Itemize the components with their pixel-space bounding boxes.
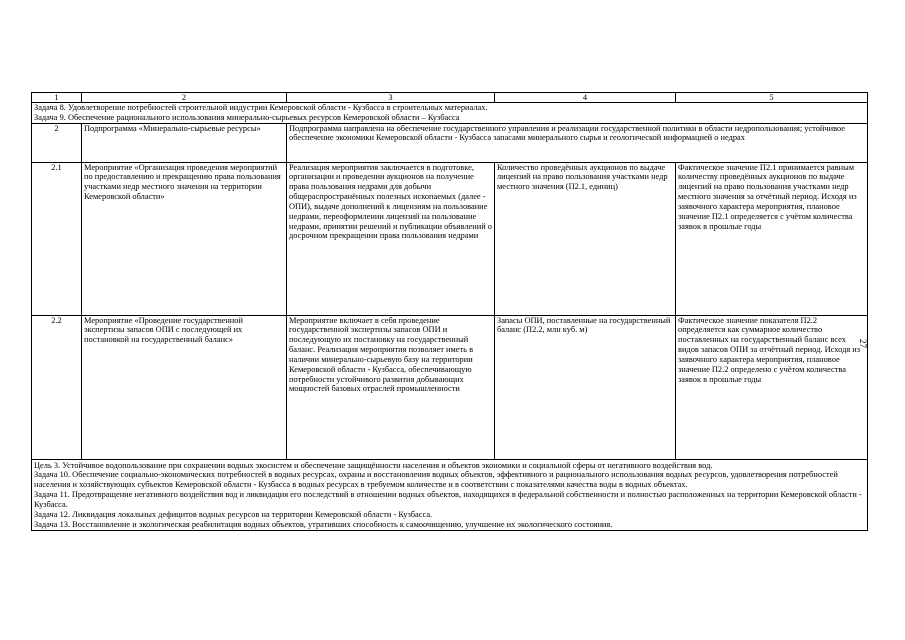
activity-indicator: Количество проведённых аукционов по выдаче лицензий на право пользования участками недр местного значения (П2.1, единиц) bbox=[495, 162, 676, 315]
goal-3: Цель 3. Устойчивое водопользование при сохранении водных экосистем и обеспечение защищённости населения и объектов экономики и социальной сферы от негативного воздействия вод. bbox=[34, 460, 713, 470]
task-10: Задача 10. Обеспечение социально-экономических потребностей в водных ресурсах, охраны и восстановления водных объектов, эффективного и рационального использования водных ресурсов, удовлетворения потребностей населения и хозяйствующих субъектов Кемеровской области - Кузбасса в водных ресурсах в требуемом количестве и в соответствии с показателями качества воды в водных объектах. bbox=[34, 470, 838, 490]
header-cell: 1 bbox=[32, 93, 82, 103]
activity-method: Фактическое значение показателя П2.2 определяется как суммарное количество поставленных на государственный баланс всех видов запасов ОПИ за отчётный период. Исходя из заявочного характера мероприятия, плановое значение П2.2 определено с учётом количества заявок в прошлые годы bbox=[676, 315, 868, 459]
task-12: Задача 12. Ликвидация локальных дефицитов водных ресурсов на территории Кемеровской области - Кузбасса. bbox=[34, 509, 433, 519]
table-row bbox=[32, 162, 868, 315]
goal-tasks-cell bbox=[32, 459, 868, 531]
task-11: Задача 11. Предотвращение негативного воздействия вод и ликвидация его последствий в отношении водных объектов, находящихся в федеральной собственности и полностью расположенных на территории Кемеровской области - Кузбасса. bbox=[34, 490, 862, 509]
subprogram-name: Подпрограмма «Минерально-сырьевые ресурсы» bbox=[82, 123, 287, 162]
subprogram-number: 2 bbox=[32, 123, 82, 162]
header-cell: 4 bbox=[495, 93, 676, 103]
subprogram-row bbox=[32, 123, 868, 162]
goal-tasks-row bbox=[32, 459, 868, 531]
tasks-cell bbox=[32, 103, 868, 124]
row-number: 2.1 bbox=[32, 162, 82, 315]
subprogram-description: Подпрограмма направлена на обеспечение государственного управления и реализации государственной политики в области недропользования; устойчивое обеспечение экономики Кемеровской области - Кузбасса запасами минерального сырья и геологической информацией о недрах bbox=[287, 123, 868, 162]
task-8: Задача 8. Удовлетворение потребностей строительной индустрии Кемеровской области - Кузбасса в строительных материалах. bbox=[34, 103, 488, 112]
task-9: Задача 9. Обеспечение рационального использования минерально-сырьевых ресурсов Кемеровской области – Кузбасса bbox=[34, 112, 460, 122]
program-table bbox=[31, 92, 868, 531]
activity-method: Фактическое значение П2.1 принимается равным количеству проведённых аукционов по выдаче лицензий на право пользования участками недр местного значения за отчётный период. Исходя из заявочного характера мероприятия, плановое значение П2.1 определяется с учётом количества заявок в прошлые годы bbox=[676, 162, 868, 315]
activity-indicator: Запасы ОПИ, поставленные на государственный баланс (П2.2, млн куб. м) bbox=[495, 315, 676, 459]
table-row bbox=[32, 315, 868, 459]
activity-name: Мероприятие «Проведение государственной экспертизы запасов ОПИ с последующей их постановкой на государственный баланс» bbox=[82, 315, 287, 459]
header-cell: 2 bbox=[82, 93, 287, 103]
activity-name: Мероприятие «Организация проведения мероприятий по предоставлению и прекращению права пользования участками недр местного значения на территории Кемеровской области» bbox=[82, 162, 287, 315]
row-number: 2.2 bbox=[32, 315, 82, 459]
header-cell: 5 bbox=[676, 93, 868, 103]
activity-description: Реализация мероприятия заключается в подготовке, организации и проведении аукционов на получение права пользования недрами для добычи общераспространённых полезных ископаемых (далее - ОПИ), выдаче дополнений к лицензиям на пользование недрами, переоформлении лицензий на пользование недрами, принятии решений и публикации объявлений о досрочном прекращении права пользования недрами bbox=[287, 162, 495, 315]
header-cell: 3 bbox=[287, 93, 495, 103]
header-row bbox=[32, 93, 868, 103]
activity-description: Мероприятие включает в себя проведение государственной экспертизы запасов ОПИ и последующую их постановку на государственный баланс. Реализация мероприятия позволяет иметь в наличии минерально-сырьевую базу на территории Кемеровской области - Кузбасса, обеспечивающую потребности устойчивого развития добывающих мощностей базовых отраслей промышленности bbox=[287, 315, 495, 459]
page-number: 27 bbox=[858, 339, 868, 348]
task-13: Задача 13. Восстановление и экологическая реабилитация водных объектов, утративших способность к самоочищению, улучшение их экологического состояния. bbox=[34, 519, 613, 529]
tasks-row bbox=[32, 103, 868, 124]
